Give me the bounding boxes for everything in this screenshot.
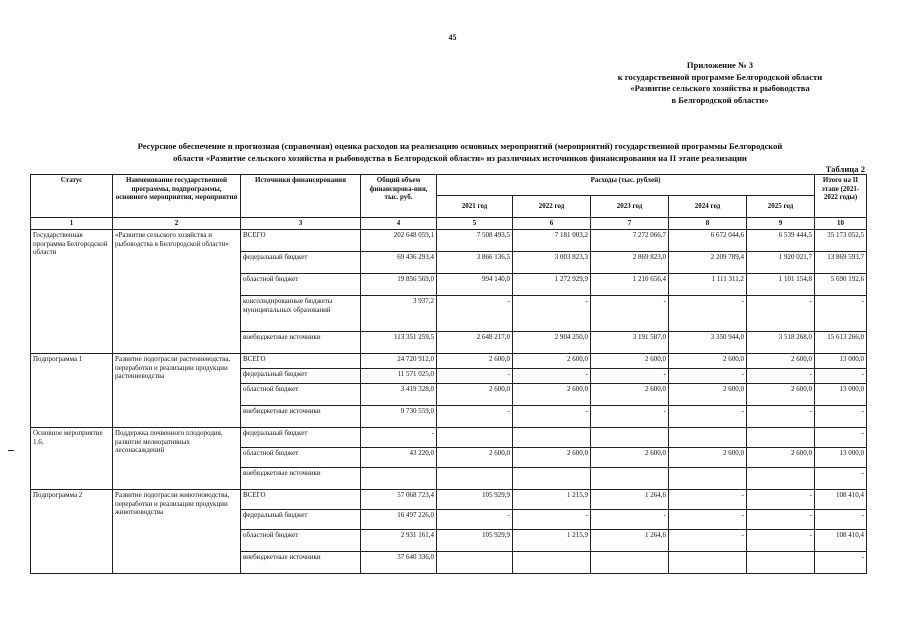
row-source: федеральный бюджет xyxy=(241,369,361,384)
cell-total: 2 931 161,4 xyxy=(361,530,437,552)
row-source: ВСЕГО xyxy=(241,230,361,252)
column-number: 4 xyxy=(361,218,437,230)
cell-2025 xyxy=(747,468,815,490)
cell-total: 3 937,2 xyxy=(361,296,437,332)
cell-2022: 7 181 003,2 xyxy=(513,230,591,252)
row-name: Развитие подотрасли животноводства, переработки и реализации продукции животноводства xyxy=(113,490,241,574)
cell-2021: 105 929,9 xyxy=(437,490,513,510)
cell-itogo: - xyxy=(815,428,867,448)
row-source: внебюджетные источники xyxy=(241,406,361,428)
cell-total: 202 648 059,1 xyxy=(361,230,437,252)
row-source: федеральный бюджет xyxy=(241,510,361,530)
cell-total: 24 720 912,0 xyxy=(361,354,437,369)
cell-2022: 2 600,0 xyxy=(513,384,591,406)
cell-itogo: - xyxy=(815,552,867,574)
appendix-line: «Развитие сельского хозяйства и рыбоводства xyxy=(630,83,810,93)
cell-2023: 2 600,0 xyxy=(591,448,669,468)
column-number: 6 xyxy=(513,218,591,230)
row-source: областной бюджет xyxy=(241,274,361,296)
cell-itogo: 5 690 192,6 xyxy=(815,274,867,296)
cell-2021: - xyxy=(437,406,513,428)
cell-2021: 994 140,0 xyxy=(437,274,513,296)
cell-2025: 1 920 021,7 xyxy=(747,252,815,274)
header-total: Общий объем финансирова-ния, тыс. руб. xyxy=(361,175,437,218)
header-status: Статус xyxy=(31,175,113,218)
appendix-caption xyxy=(560,60,880,106)
page-number: 45 xyxy=(448,33,457,42)
title-line: области «Развитие сельского хозяйства и рыбоводства в Белгородской области» из различных источников финансирования на II этапе реализации xyxy=(173,152,747,163)
cell-2023: - xyxy=(591,296,669,332)
header-itogo: Итого на II этапе (2021-2022 годы) xyxy=(815,175,867,218)
cell-2021: 3 866 136,5 xyxy=(437,252,513,274)
cell-2024 xyxy=(669,468,747,490)
cell-2024: - xyxy=(669,406,747,428)
column-number: 2 xyxy=(113,218,241,230)
row-status: Подпрограмма 1 xyxy=(31,354,113,428)
row-source: федеральный бюджет xyxy=(241,252,361,274)
cell-2024: 1 111 311,2 xyxy=(669,274,747,296)
row-status: Основное мероприятие 1.6. xyxy=(31,428,113,490)
cell-2023: 2 600,0 xyxy=(591,354,669,369)
cell-2025: - xyxy=(747,406,815,428)
row-status: Государственная программа Белгородской области xyxy=(31,230,113,354)
table-row xyxy=(31,230,867,252)
appendix-line: Приложение № 3 xyxy=(686,60,754,70)
header-year: 2024 год xyxy=(669,196,747,218)
cell-2023: - xyxy=(591,406,669,428)
cell-2021: - xyxy=(437,510,513,530)
cell-2023: 1 264,6 xyxy=(591,530,669,552)
cell-itogo: 13 000,0 xyxy=(815,448,867,468)
cell-total: 3 419 328,0 xyxy=(361,384,437,406)
document-title xyxy=(40,141,880,164)
cell-2022: 2 600,0 xyxy=(513,448,591,468)
cell-2021: - xyxy=(437,296,513,332)
cell-2022: - xyxy=(513,296,591,332)
cell-2024: 2 600,0 xyxy=(669,448,747,468)
cell-2022: 1 215,9 xyxy=(513,490,591,510)
cell-2022: 2 600,0 xyxy=(513,354,591,369)
row-status: Подпрограмма 2 xyxy=(31,490,113,574)
cell-total: 16 497 226,0 xyxy=(361,510,437,530)
cell-total: 113 351 259,5 xyxy=(361,332,437,354)
table-row xyxy=(31,354,867,369)
cell-2024 xyxy=(669,552,747,574)
table-row xyxy=(31,490,867,510)
cell-2024 xyxy=(669,428,747,448)
row-source: федеральный бюджет xyxy=(241,428,361,448)
cell-2025: 3 518 268,0 xyxy=(747,332,815,354)
cell-2023 xyxy=(591,552,669,574)
cell-2025 xyxy=(747,552,815,574)
cell-itogo: - xyxy=(815,296,867,332)
cell-2024: - xyxy=(669,296,747,332)
cell-2024: 6 672 044,6 xyxy=(669,230,747,252)
cell-2022 xyxy=(513,428,591,448)
cell-itogo: 13 000,0 xyxy=(815,384,867,406)
cell-2024: - xyxy=(669,530,747,552)
row-source: ВСЕГО xyxy=(241,354,361,369)
cell-2023: 1 210 656,4 xyxy=(591,274,669,296)
column-number: 5 xyxy=(437,218,513,230)
cell-2022: - xyxy=(513,369,591,384)
cell-2025: 2 600,0 xyxy=(747,384,815,406)
header-row xyxy=(31,175,867,196)
column-number: 1 xyxy=(31,218,113,230)
row-name: Развитие подотрасли растениеводства, переработки и реализации продукции растениеводства xyxy=(113,354,241,428)
appendix-line: к государственной программе Белгородской области xyxy=(617,71,823,82)
margin-dash xyxy=(8,450,14,451)
cell-total: - xyxy=(361,428,437,448)
cell-2025: - xyxy=(747,530,815,552)
column-number: 3 xyxy=(241,218,361,230)
cell-2021 xyxy=(437,428,513,448)
cell-2025: - xyxy=(747,510,815,530)
cell-2022: 1 215,9 xyxy=(513,530,591,552)
cell-2022: 2 904 250,0 xyxy=(513,332,591,354)
column-number: 9 xyxy=(747,218,815,230)
cell-2021 xyxy=(437,552,513,574)
cell-2022: - xyxy=(513,510,591,530)
header-year: 2025 год xyxy=(747,196,815,218)
cell-2024: - xyxy=(669,369,747,384)
cell-total xyxy=(361,468,437,490)
cell-itogo: - xyxy=(815,406,867,428)
column-number: 7 xyxy=(591,218,669,230)
cell-2021: 2 600,0 xyxy=(437,384,513,406)
cell-2022 xyxy=(513,468,591,490)
header-year: 2023 год xyxy=(591,196,669,218)
header-expenses: Расходы (тыс. рублей) xyxy=(437,175,815,196)
row-source: внебюджетные источники xyxy=(241,552,361,574)
cell-2025 xyxy=(747,428,815,448)
cell-2025: - xyxy=(747,490,815,510)
cell-itogo: - xyxy=(815,468,867,490)
cell-2021: 2 600,0 xyxy=(437,354,513,369)
cell-2023: 3 191 587,0 xyxy=(591,332,669,354)
cell-2025: 2 600,0 xyxy=(747,448,815,468)
cell-2025: 1 101 154,8 xyxy=(747,274,815,296)
cell-2021: 7 508 493,5 xyxy=(437,230,513,252)
cell-2024: 2 600,0 xyxy=(669,354,747,369)
row-source: внебюджетные источники xyxy=(241,468,361,490)
cell-2024: 2 209 789,4 xyxy=(669,252,747,274)
cell-2023 xyxy=(591,468,669,490)
cell-2023: 2 869 823,0 xyxy=(591,252,669,274)
row-source: областной бюджет xyxy=(241,448,361,468)
header-year: 2021 год xyxy=(437,196,513,218)
cell-2022: 1 272 929,9 xyxy=(513,274,591,296)
row-source: ВСЕГО xyxy=(241,490,361,510)
row-source: консолидированные бюджеты муниципальных образований xyxy=(241,296,361,332)
column-number: 10 xyxy=(815,218,867,230)
cell-2024: 3 350 944,0 xyxy=(669,332,747,354)
cell-itogo: 35 173 052,5 xyxy=(815,230,867,252)
table-label: Таблица 2 xyxy=(825,164,865,174)
cell-total: 9 730 559,0 xyxy=(361,406,437,428)
cell-2023 xyxy=(591,428,669,448)
cell-2025: - xyxy=(747,296,815,332)
cell-2024: - xyxy=(669,510,747,530)
title-line: Ресурсное обеспечение и прогнозная (справочная) оценка расходов на реализацию основных мероприятий (мероприятий) государственной программы Белгородской xyxy=(137,141,783,151)
cell-2021: - xyxy=(437,369,513,384)
cell-2023: - xyxy=(591,369,669,384)
cell-itogo: 15 613 266,0 xyxy=(815,332,867,354)
resource-table xyxy=(30,174,867,574)
cell-itogo: - xyxy=(815,510,867,530)
cell-itogo: 108 410,4 xyxy=(815,490,867,510)
cell-2021: 2 600,0 xyxy=(437,448,513,468)
cell-total: 37 640 336,0 xyxy=(361,552,437,574)
cell-itogo: 13 869 593,7 xyxy=(815,252,867,274)
cell-total: 43 220,0 xyxy=(361,448,437,468)
appendix-line: в Белгородской области» xyxy=(671,94,769,105)
header-name: Наименование государственной программы, подпрограммы, основного мероприятия, мероприятия xyxy=(113,175,241,218)
cell-2025: - xyxy=(747,369,815,384)
cell-total: 11 571 025,0 xyxy=(361,369,437,384)
cell-2022: - xyxy=(513,406,591,428)
cell-2022: 3 003 823,3 xyxy=(513,252,591,274)
cell-2021: 2 648 217,0 xyxy=(437,332,513,354)
cell-2024: - xyxy=(669,490,747,510)
row-name: Поддержка почвенного плодородия, развитие мелиоративных лесонасаждений xyxy=(113,428,241,490)
cell-itogo: - xyxy=(815,369,867,384)
row-source: внебюджетные источники xyxy=(241,332,361,354)
header-year: 2022 год xyxy=(513,196,591,218)
cell-2022 xyxy=(513,552,591,574)
cell-itogo: 13 000,0 xyxy=(815,354,867,369)
row-name: «Развитие сельского хозяйства и рыбоводства в Белгородской области» xyxy=(113,230,241,354)
cell-itogo: 108 410,4 xyxy=(815,530,867,552)
table-row xyxy=(31,428,867,448)
cell-2025: 6 539 444,5 xyxy=(747,230,815,252)
cell-2023: - xyxy=(591,510,669,530)
cell-total: 69 436 293,4 xyxy=(361,252,437,274)
cell-2021 xyxy=(437,468,513,490)
cell-2025: 2 600,0 xyxy=(747,354,815,369)
column-number-row xyxy=(31,218,867,230)
header-sources: Источники финансирования xyxy=(241,175,361,218)
cell-2023: 1 264,6 xyxy=(591,490,669,510)
cell-2024: 2 600,0 xyxy=(669,384,747,406)
cell-total: 19 856 569,0 xyxy=(361,274,437,296)
cell-2023: 7 272 066,7 xyxy=(591,230,669,252)
cell-2021: 105 929,9 xyxy=(437,530,513,552)
column-number: 8 xyxy=(669,218,747,230)
row-source: областной бюджет xyxy=(241,530,361,552)
cell-total: 57 068 723,4 xyxy=(361,490,437,510)
cell-2023: 2 600,0 xyxy=(591,384,669,406)
row-source: областной бюджет xyxy=(241,384,361,406)
